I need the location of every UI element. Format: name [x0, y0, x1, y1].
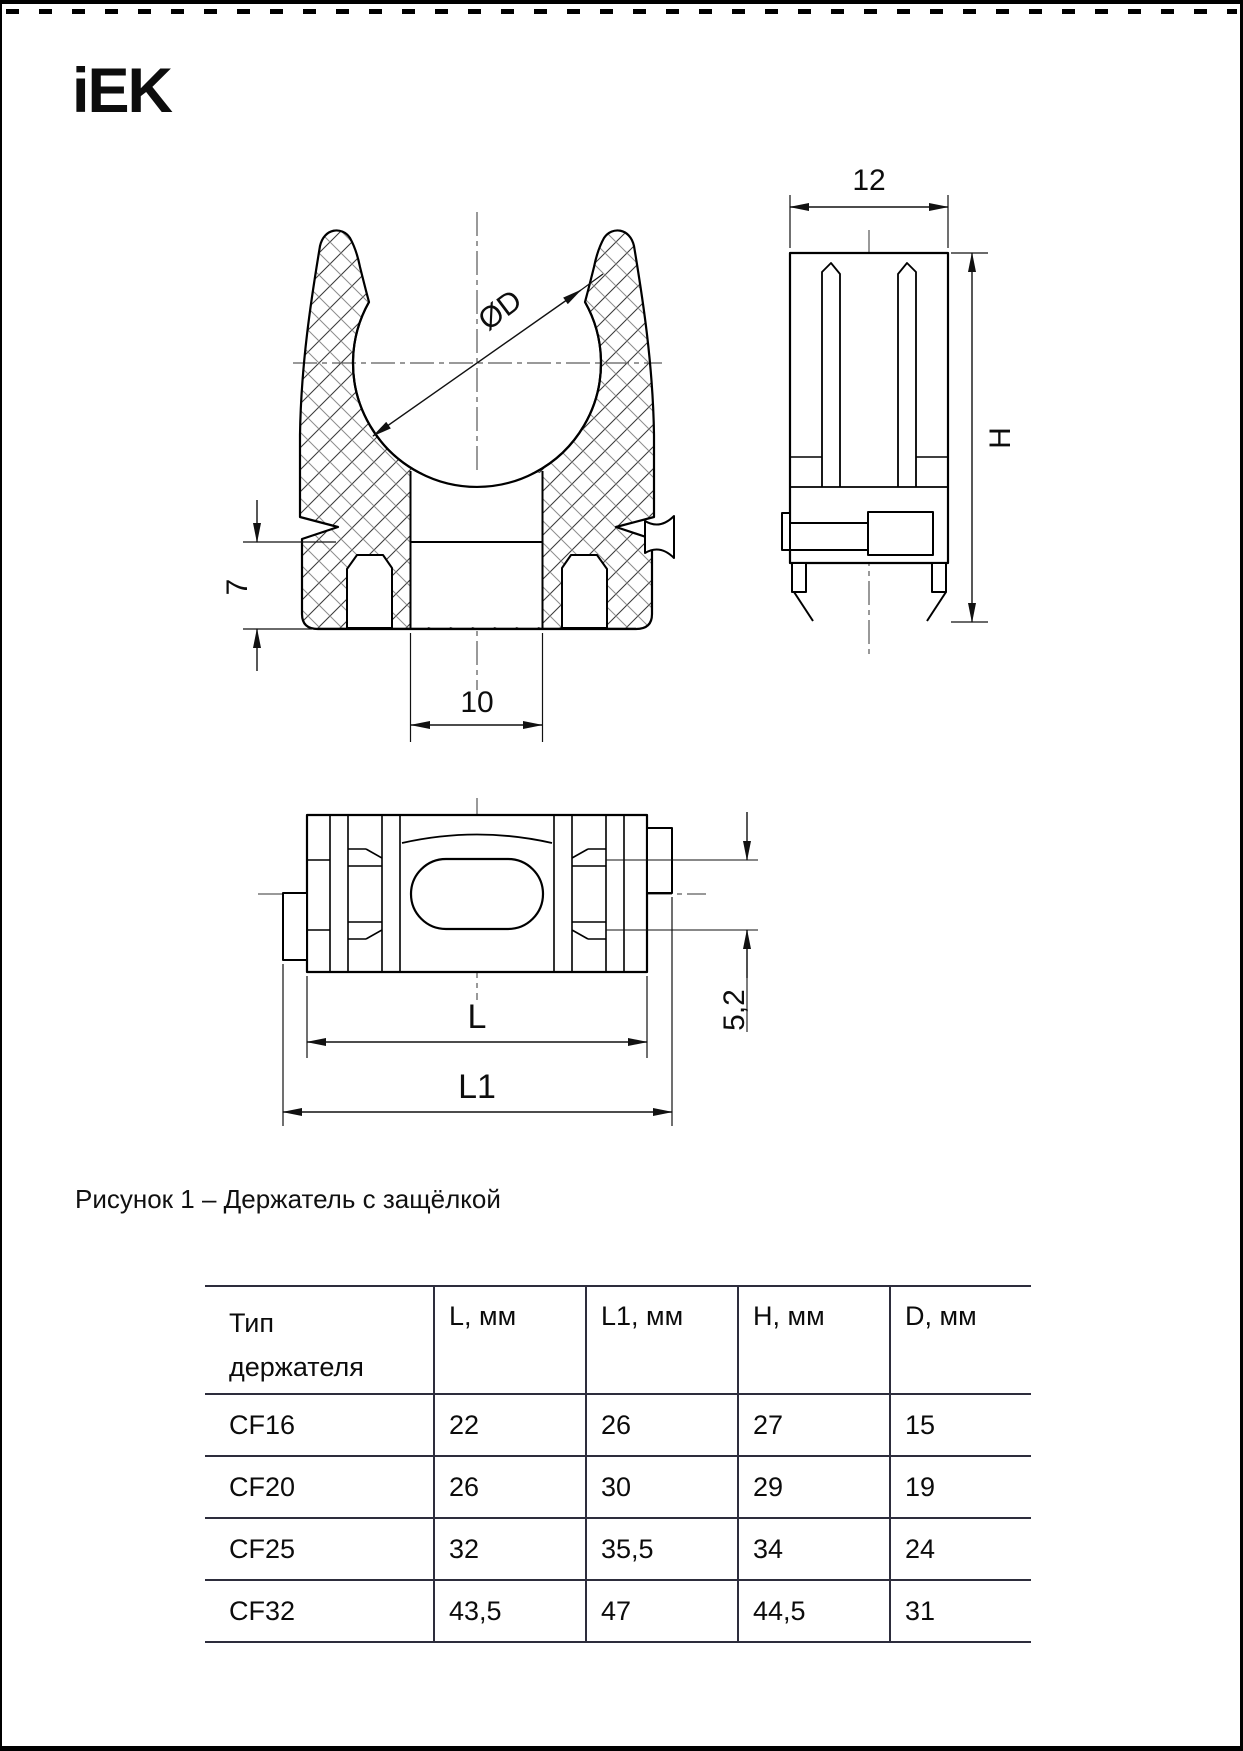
table-header-l1: [585, 1287, 737, 1393]
table-row: [205, 1393, 1031, 1455]
side-chamfer-right: [927, 592, 946, 621]
front-view-drawing: [221, 212, 674, 742]
table-header-label: Тип держателя: [229, 1308, 364, 1382]
table-cell-h: 34: [737, 1519, 889, 1579]
iek-logo: [72, 56, 173, 126]
table-cell-l1: 30: [585, 1457, 737, 1517]
table-cell-h: 27: [737, 1395, 889, 1455]
dim-label-7: 7: [221, 578, 254, 596]
table-header-label: L1, мм: [601, 1301, 684, 1331]
figure-caption: Рисунок 1 – Держатель с защёлкой: [75, 1184, 501, 1214]
table-cell-type: CF32: [229, 1595, 296, 1626]
side-foot-left: [792, 563, 806, 592]
table-cell-l: 22: [433, 1395, 585, 1455]
bottom-left-tab: [283, 893, 307, 960]
table-cell-d: 15: [889, 1395, 1031, 1455]
dimensions-table: [205, 1285, 1031, 1643]
table-cell-type: CF25: [229, 1533, 296, 1564]
table-row: [205, 1455, 1031, 1517]
table-header-label: L, мм: [449, 1301, 517, 1331]
table-header-h: [737, 1287, 889, 1393]
table-cell-l1: 35,5: [585, 1519, 737, 1579]
table-cell-d: 31: [889, 1581, 1031, 1641]
table-header-label: H, мм: [753, 1301, 825, 1331]
table-cell-h: 29: [737, 1457, 889, 1517]
dim-label-L: L: [467, 998, 487, 1036]
dim-label-12: 12: [852, 164, 886, 197]
dim-label-10: 10: [460, 686, 494, 719]
dim-label-H: H: [984, 427, 1017, 449]
table-row: [205, 1517, 1031, 1579]
channel-opening: [412, 473, 542, 627]
table-cell-d: 24: [889, 1519, 1031, 1579]
side-latch-block: [868, 512, 933, 555]
dim-label-L1: L1: [458, 1068, 496, 1106]
right-foot-cutout: [562, 555, 607, 628]
table-cell-l1: 47: [585, 1581, 737, 1641]
table-header-label: D, мм: [905, 1301, 977, 1331]
table-cell-type: CF20: [229, 1471, 296, 1502]
table-header-l: [433, 1287, 585, 1393]
bottom-view-drawing: [258, 798, 758, 1126]
left-foot-cutout: [347, 555, 392, 628]
iek-logo-text: iEK: [72, 56, 172, 126]
table-cell-l: 32: [433, 1519, 585, 1579]
side-view-drawing: [782, 164, 1017, 655]
table-cell-h: 44,5: [737, 1581, 889, 1641]
side-chamfer-left: [794, 592, 813, 621]
table-cell-d: 19: [889, 1457, 1031, 1517]
side-latch-tip: [782, 513, 790, 550]
dim-label-diameter: ØD: [472, 283, 529, 338]
mounting-slot: [411, 859, 543, 929]
dim-label-52: 5,2: [718, 989, 751, 1031]
table-cell-l: 43,5: [433, 1581, 585, 1641]
side-foot-right: [932, 563, 946, 592]
table-cell-l: 26: [433, 1457, 585, 1517]
table-header-d: [889, 1287, 1031, 1393]
table-cell-l1: 26: [585, 1395, 737, 1455]
latch-tab: [645, 516, 674, 558]
table-cell-type: CF16: [229, 1409, 296, 1440]
side-latch-arm: [790, 523, 868, 550]
table-row: [205, 1579, 1031, 1641]
table-header-row: [205, 1287, 1031, 1393]
table-header-type: [205, 1287, 433, 1393]
